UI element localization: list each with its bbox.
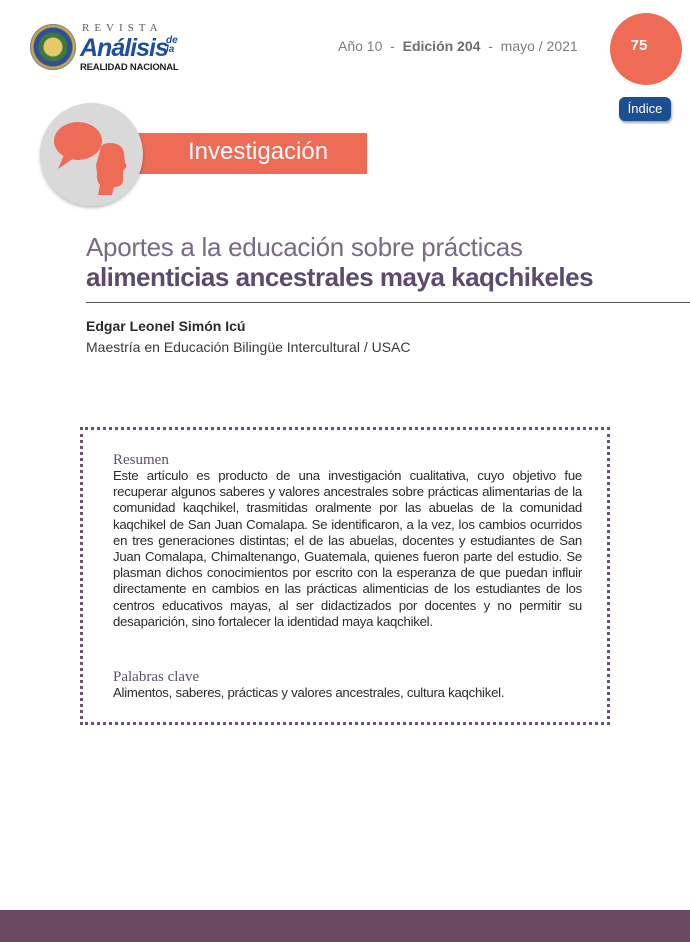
section-icon-circle bbox=[40, 103, 143, 206]
university-seal-logo bbox=[30, 24, 76, 70]
issue-edition: Edición 204 bbox=[402, 38, 481, 54]
abstract-heading: Resumen bbox=[113, 452, 169, 468]
logo-dela-text: de la bbox=[166, 35, 178, 55]
section-label: Investigación bbox=[188, 138, 329, 165]
author-affiliation: Maestría en Educación Bilingüe Intercultural / USAC bbox=[86, 339, 411, 355]
page-number: 75 bbox=[630, 37, 648, 54]
person-head-icon bbox=[96, 143, 127, 195]
speech-bubble-icon bbox=[54, 122, 102, 169]
author-name: Edgar Leonel Simón Icú bbox=[86, 318, 246, 334]
logo-realidad-text: REALIDAD NACIONAL bbox=[80, 62, 179, 73]
issue-separator: - bbox=[390, 38, 395, 54]
journal-logo[interactable] bbox=[80, 22, 190, 74]
index-button[interactable]: Índice bbox=[619, 97, 671, 121]
logo-analisis-text: Análisis bbox=[80, 34, 168, 62]
abstract-text: Este artículo es producto de una investigación cualitativa, cuyo objetivo fue recuperar algunos saberes y valores ancestrales sobre prácticas alimentarias de la comunidad kaqchikel, trasmitidas oralmente por las abuelas de la comunidad kaqchikel de San Juan Comalapa. Se identificaron, a la vez, los cambios ocurridos en tres generaciones distintas; el de las abuelas, docentes y estudiantes de San Juan Comalapa, Chimaltenango, Guatemala, quienes fueron parte del estudio. Se plasman dichos conocimientos por escrito con la esperanza de que puedan influir directamente en cambios en las prácticas alimenticias de los estudiantes de los centros educativos mayas, al ser didactizados por docentes y no permitir su desaparición, sino fortalecer la identidad maya kaqchikel. bbox=[113, 468, 582, 629]
article-title-line2: alimenticias ancestrales maya kaqchikeles bbox=[86, 262, 594, 292]
keywords-text: Alimentos, saberes, prácticas y valores ancestrales, cultura kaqchikel. bbox=[113, 685, 505, 700]
issue-info bbox=[338, 38, 578, 54]
issue-year: Año 10 bbox=[338, 38, 383, 54]
footer-bar bbox=[0, 910, 690, 942]
issue-separator: - bbox=[488, 38, 493, 54]
issue-date: mayo / 2021 bbox=[500, 38, 578, 54]
abstract-box bbox=[80, 427, 610, 725]
logo-revista-text: REVISTA bbox=[82, 22, 163, 34]
title-divider bbox=[86, 302, 690, 303]
page-number-badge bbox=[610, 13, 682, 85]
article-title-line1: Aportes a la educación sobre prácticas bbox=[86, 232, 523, 262]
keywords-heading: Palabras clave bbox=[113, 669, 200, 685]
